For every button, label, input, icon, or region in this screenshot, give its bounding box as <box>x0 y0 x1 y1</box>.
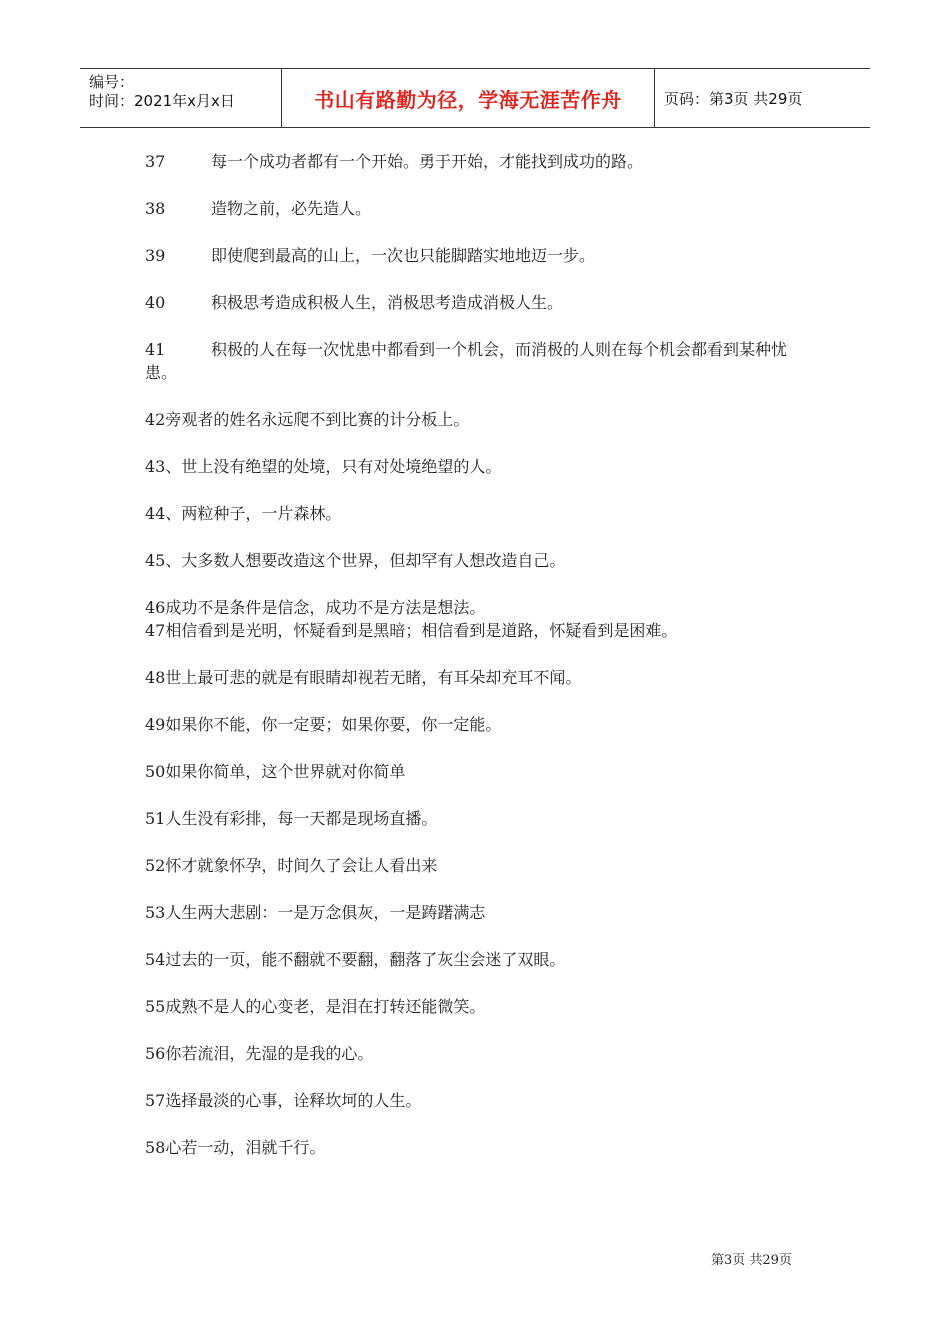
item-text: 即使爬到最高的山上，一次也只能脚踏实地地迈一步。 <box>211 246 596 265</box>
list-item: 43、世上没有绝望的处境，只有对处境绝望的人。 <box>145 457 502 476</box>
header-meta <box>80 69 282 127</box>
list-item: 54过去的一页，能不翻就不要翻，翻落了灰尘会迷了双眼。 <box>145 950 566 969</box>
list-item: 45、大多数人想要改造这个世界，但却罕有人想改造自己。 <box>145 551 566 570</box>
list-item: 50如果你简单，这个世界就对你简单 <box>145 762 406 781</box>
list-item: 44、两粒种子，一片森林。 <box>145 504 342 523</box>
list-item <box>145 150 815 173</box>
item-text: 造物之前，必先造人。 <box>211 199 372 218</box>
list-item: 58心若一动，泪就千行。 <box>145 1138 326 1157</box>
list-item <box>145 338 815 384</box>
page-footer: 第3页 共29页 <box>711 1253 792 1268</box>
list-item: 53人生两大悲剧：一是万念俱灰，一是踌躇满志 <box>145 903 486 922</box>
document-time: 时间：2021年x月x日 <box>89 92 235 110</box>
item-text: 积极思考造成积极人生，消极思考造成消极人生。 <box>211 293 564 312</box>
list-item: 51人生没有彩排，每一天都是现场直播。 <box>145 809 438 828</box>
list-item <box>145 244 815 267</box>
list-item: 56你若流泪，先湿的是我的心。 <box>145 1044 374 1063</box>
document-code-label: 编号： <box>89 73 135 91</box>
list-item: 52怀才就象怀孕，时间久了会让人看出来 <box>145 856 438 875</box>
list-item: 48世上最可悲的就是有眼睛却视若无睹，有耳朵却充耳不闻。 <box>145 668 582 687</box>
item-text: 每一个成功者都有一个开始。勇于开始，才能找到成功的路。 <box>211 152 644 171</box>
item-number: 37 <box>145 152 166 171</box>
item-text: 积极的人在每一次忧患中都看到一个机会，而消极的人则在每个机会都看到某种忧患。 <box>145 340 788 382</box>
header-motto: 书山有路勤为径，学海无涯苦作舟 <box>282 69 655 127</box>
header-page-info: 页码：第3页 共29页 <box>664 89 803 108</box>
list-item: 42旁观者的姓名永远爬不到比赛的计分板上。 <box>145 410 470 429</box>
page-header <box>80 68 870 128</box>
list-item: 46成功不是条件是信念，成功不是方法是想法。 <box>145 598 486 617</box>
item-number: 40 <box>145 293 166 312</box>
item-number: 39 <box>145 246 166 265</box>
list-item: 55成熟不是人的心变老，是泪在打转还能微笑。 <box>145 997 486 1016</box>
quote-list <box>145 150 815 1183</box>
item-number: 41 <box>145 340 166 359</box>
list-item <box>145 197 815 220</box>
list-item <box>145 291 815 314</box>
list-item: 57选择最淡的心事，诠释坎坷的人生。 <box>145 1091 422 1110</box>
list-item: 47相信看到是光明，怀疑看到是黑暗；相信看到是道路，怀疑看到是困难。 <box>145 621 678 640</box>
item-number: 38 <box>145 199 166 218</box>
list-item: 49如果你不能，你一定要；如果你要，你一定能。 <box>145 715 502 734</box>
